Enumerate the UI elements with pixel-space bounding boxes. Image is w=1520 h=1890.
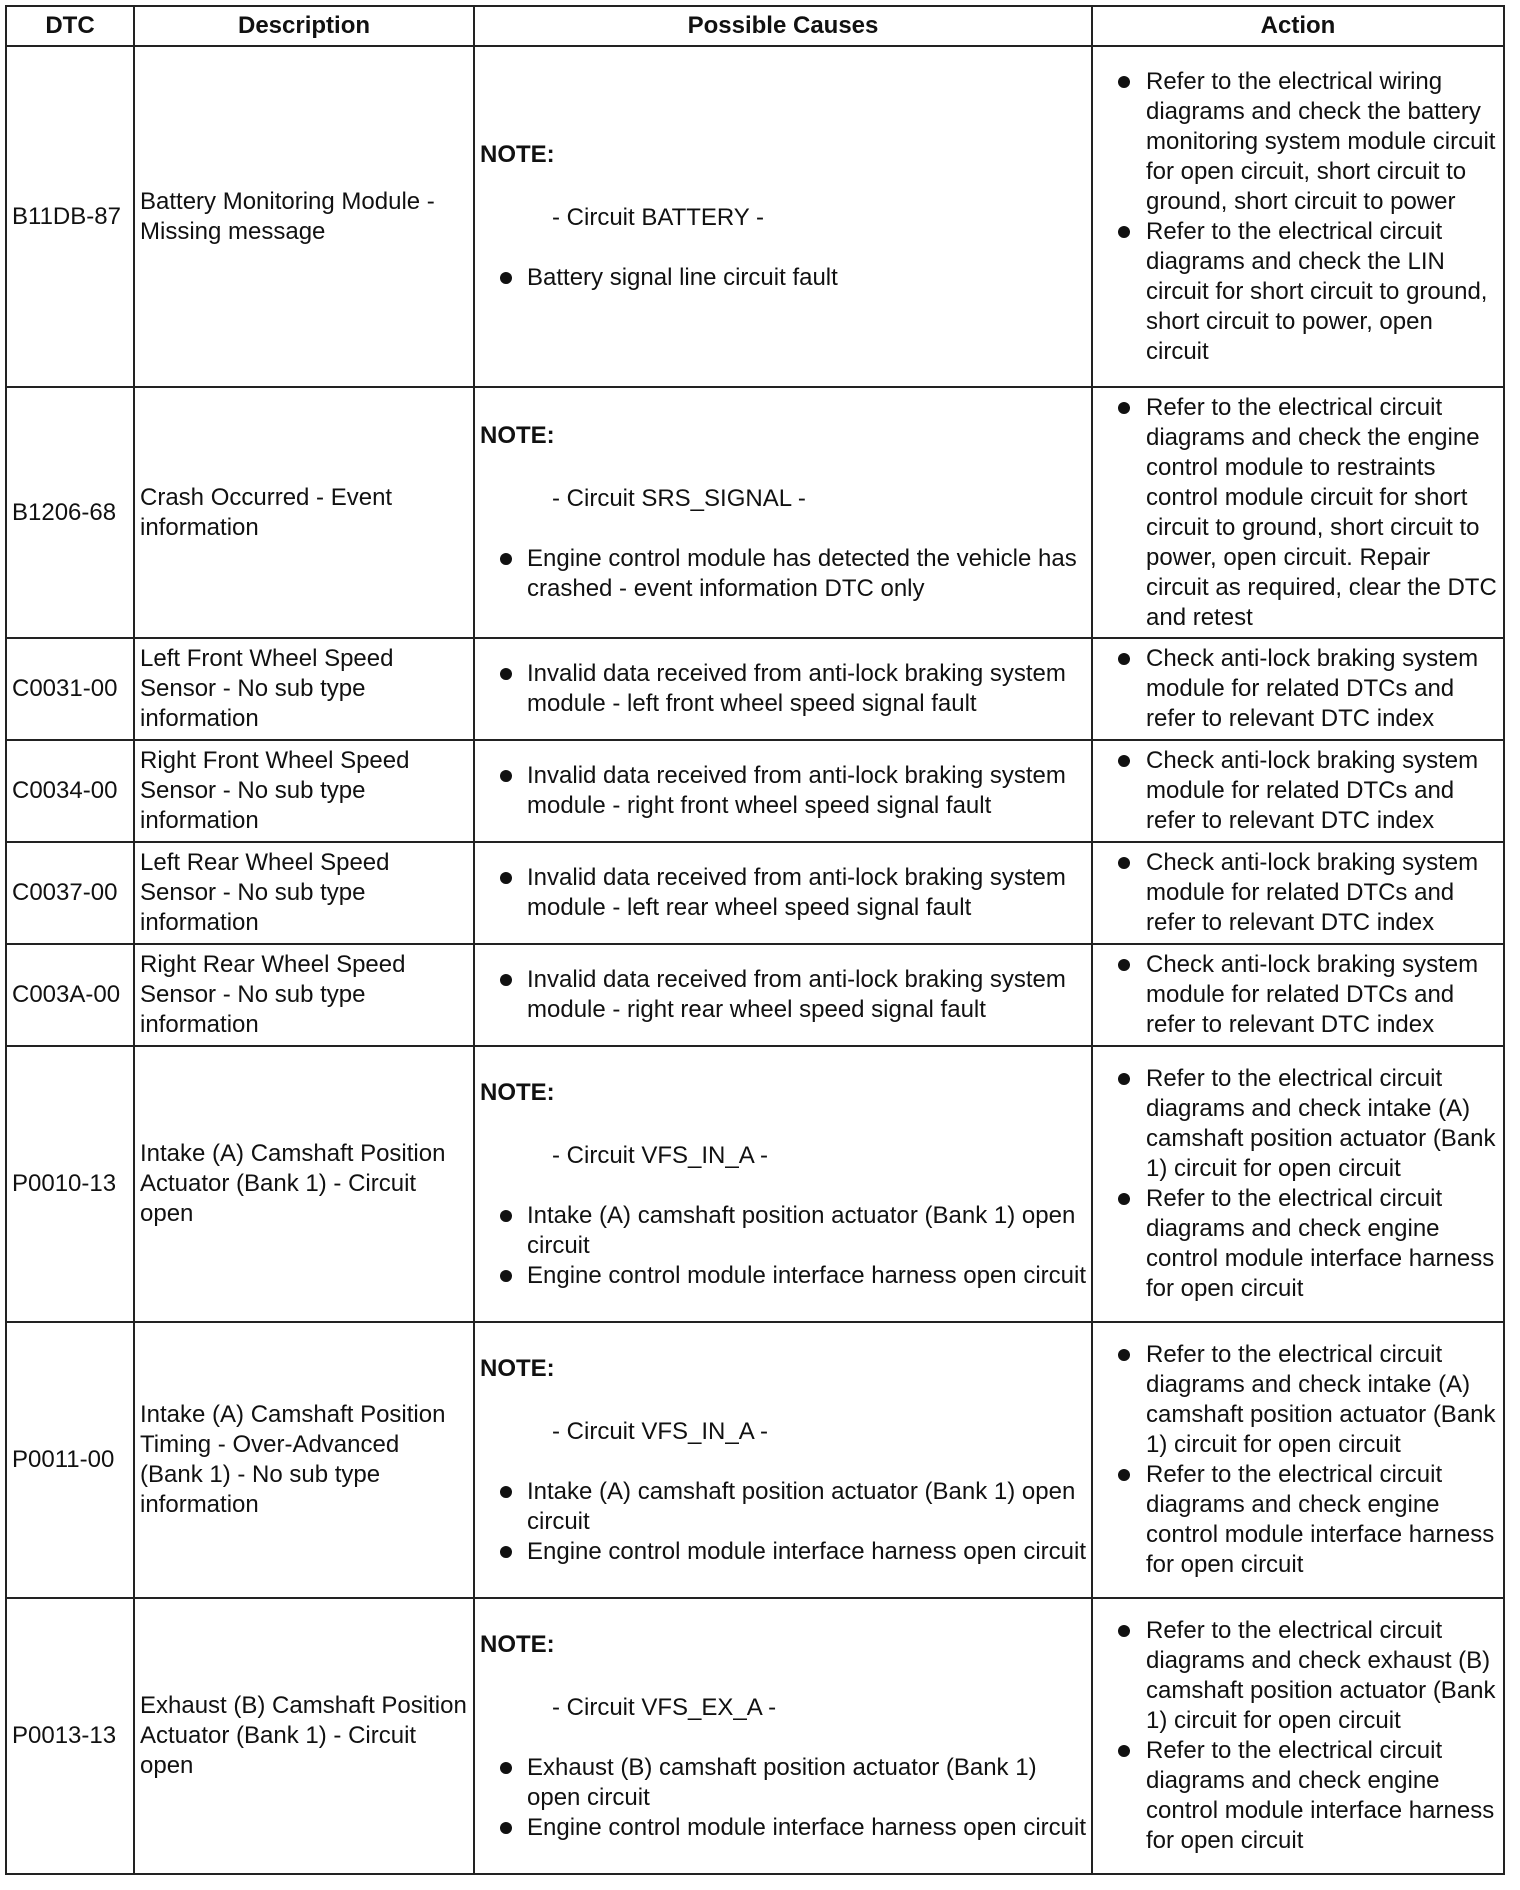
dtc-description: Right Rear Wheel Speed Sensor - No sub type information — [134, 944, 474, 1046]
circuit-name: - Circuit VFS_IN_A - — [552, 1417, 769, 1445]
action-item: Check anti-lock braking system module for related DTCs and refer to relevant DTC index — [1098, 746, 1498, 836]
dtc-code: P0010-13 — [6, 1046, 134, 1322]
action-item: Refer to the electrical circuit diagrams and check the engine control module to restraints control module circuit for short circuit to ground, short circuit to power, open circuit. Repair circuit as required, clear the DTC and retest — [1098, 393, 1498, 633]
note-label: NOTE: — [480, 1078, 555, 1106]
dtc-description: Right Front Wheel Speed Sensor - No sub type information — [134, 740, 474, 842]
table-row — [6, 740, 1504, 842]
action-item: Check anti-lock braking system module for related DTCs and refer to relevant DTC index — [1098, 848, 1498, 938]
cause-item: Engine control module interface harness open circuit — [480, 1537, 1086, 1567]
dtc-code: B1206-68 — [6, 387, 134, 638]
cause-item: Engine control module interface harness open circuit — [480, 1261, 1086, 1291]
action-item: Refer to the electrical circuit diagrams and check intake (A) camshaft position actuator (Bank 1) circuit for open circuit — [1098, 1340, 1498, 1460]
table-row — [6, 1598, 1504, 1874]
note-label: NOTE: — [480, 422, 555, 449]
action-cell — [1092, 1046, 1504, 1322]
table-row — [6, 387, 1504, 638]
dtc-code: C0034-00 — [6, 740, 134, 842]
dtc-description: Crash Occurred - Event information — [134, 387, 474, 638]
dtc-code: C0037-00 — [6, 842, 134, 944]
circuit-name: - Circuit SRS_SIGNAL - — [552, 485, 806, 512]
dtc-description: Left Rear Wheel Speed Sensor - No sub type information — [134, 842, 474, 944]
action-item: Refer to the electrical circuit diagrams and check intake (A) camshaft position actuator (Bank 1) circuit for open circuit — [1098, 1064, 1498, 1184]
dtc-table — [5, 5, 1505, 1875]
possible-causes-cell — [474, 1322, 1092, 1598]
action-cell — [1092, 944, 1504, 1046]
circuit-name: - Circuit VFS_EX_A - — [552, 1693, 777, 1721]
dtc-description: Intake (A) Camshaft Position Timing - Over-Advanced (Bank 1) - No sub type information — [134, 1322, 474, 1598]
possible-causes-cell — [474, 842, 1092, 944]
cause-item: Invalid data received from anti-lock braking system module - right front wheel speed signal fault — [480, 761, 1086, 821]
possible-causes-cell — [474, 1598, 1092, 1874]
action-cell — [1092, 1598, 1504, 1874]
dtc-code: C003A-00 — [6, 944, 134, 1046]
dtc-code: B11DB-87 — [6, 46, 134, 387]
action-item: Refer to the electrical circuit diagrams and check exhaust (B) camshaft position actuator (Bank 1) circuit for open circuit — [1098, 1616, 1498, 1736]
action-cell — [1092, 638, 1504, 740]
cause-item: Exhaust (B) camshaft position actuator (Bank 1) open circuit — [480, 1753, 1086, 1813]
possible-causes-cell — [474, 387, 1092, 638]
header-description: Description — [134, 6, 474, 46]
note-label: NOTE: — [480, 1630, 555, 1658]
possible-causes-cell — [474, 1046, 1092, 1322]
action-item: Refer to the electrical circuit diagrams and check engine control module interface harness for open circuit — [1098, 1736, 1498, 1856]
note-label: NOTE: — [480, 1354, 555, 1382]
header-action: Action — [1092, 6, 1504, 46]
note-label: NOTE: — [480, 141, 555, 168]
possible-causes-cell — [474, 46, 1092, 387]
table-row — [6, 1046, 1504, 1322]
cause-item: Intake (A) camshaft position actuator (Bank 1) open circuit — [480, 1201, 1086, 1261]
cause-item: Battery signal line circuit fault — [480, 263, 1086, 293]
dtc-description: Battery Monitoring Module - Missing message — [134, 46, 474, 387]
header-dtc: DTC — [6, 6, 134, 46]
cause-item: Invalid data received from anti-lock braking system module - right rear wheel speed signal fault — [480, 965, 1086, 1025]
cause-item: Engine control module interface harness open circuit — [480, 1813, 1086, 1843]
action-item: Refer to the electrical circuit diagrams and check the LIN circuit for short circuit to ground, short circuit to power, open circuit — [1098, 217, 1498, 367]
circuit-name: - Circuit VFS_IN_A - — [552, 1141, 769, 1169]
dtc-description: Exhaust (B) Camshaft Position Actuator (Bank 1) - Circuit open — [134, 1598, 474, 1874]
cause-item: Invalid data received from anti-lock braking system module - left front wheel speed signal fault — [480, 659, 1086, 719]
dtc-description: Intake (A) Camshaft Position Actuator (Bank 1) - Circuit open — [134, 1046, 474, 1322]
action-item: Refer to the electrical circuit diagrams and check engine control module interface harness for open circuit — [1098, 1184, 1498, 1304]
header-row — [6, 6, 1504, 46]
dtc-code: P0013-13 — [6, 1598, 134, 1874]
table-row — [6, 944, 1504, 1046]
table-row — [6, 842, 1504, 944]
circuit-name: - Circuit BATTERY - — [552, 204, 765, 231]
table-row — [6, 46, 1504, 387]
action-item: Refer to the electrical wiring diagrams and check the battery monitoring system module circuit for open circuit, short circuit to ground, short circuit to power — [1098, 67, 1498, 217]
table-row — [6, 638, 1504, 740]
action-cell — [1092, 842, 1504, 944]
possible-causes-cell — [474, 638, 1092, 740]
action-item: Check anti-lock braking system module for related DTCs and refer to relevant DTC index — [1098, 644, 1498, 734]
possible-causes-cell — [474, 740, 1092, 842]
dtc-code: P0011-00 — [6, 1322, 134, 1598]
possible-causes-cell — [474, 944, 1092, 1046]
dtc-document — [5, 5, 1503, 1875]
table-row — [6, 1322, 1504, 1598]
action-cell — [1092, 740, 1504, 842]
cause-item: Intake (A) camshaft position actuator (Bank 1) open circuit — [480, 1477, 1086, 1537]
header-possible-causes: Possible Causes — [474, 6, 1092, 46]
cause-item: Engine control module has detected the vehicle has crashed - event information DTC only — [480, 544, 1086, 604]
action-item: Check anti-lock braking system module for related DTCs and refer to relevant DTC index — [1098, 950, 1498, 1040]
action-cell — [1092, 1322, 1504, 1598]
action-cell — [1092, 387, 1504, 638]
cause-item: Invalid data received from anti-lock braking system module - left rear wheel speed signal fault — [480, 863, 1086, 923]
dtc-code: C0031-00 — [6, 638, 134, 740]
action-item: Refer to the electrical circuit diagrams and check engine control module interface harness for open circuit — [1098, 1460, 1498, 1580]
action-cell — [1092, 46, 1504, 387]
dtc-description: Left Front Wheel Speed Sensor - No sub type information — [134, 638, 474, 740]
